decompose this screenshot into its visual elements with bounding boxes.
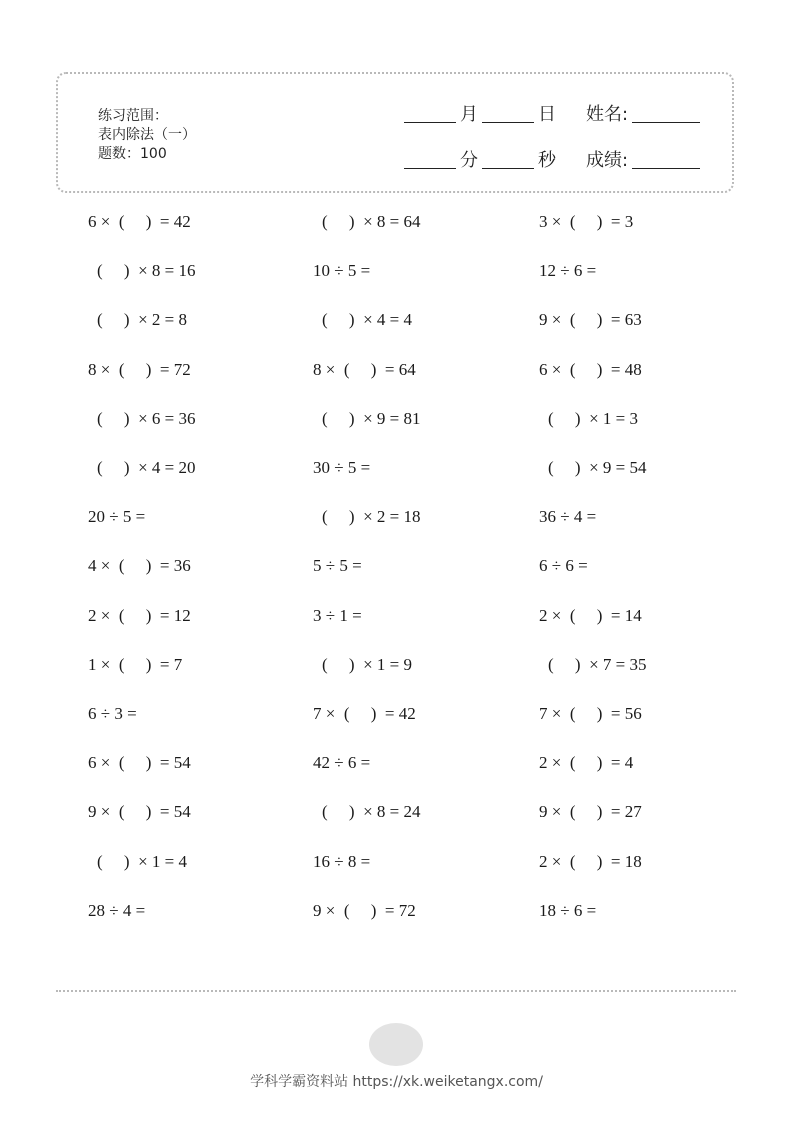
problem-item: 16 ÷ 8 = [313, 851, 371, 871]
problem-item: 8 × ( ) = 64 [313, 359, 416, 379]
problem-item: ( ) × 7 = 35 [548, 654, 647, 674]
problem-item: 30 ÷ 5 = [313, 458, 371, 477]
date-name-row [404, 96, 700, 126]
score-label: 成绩: [586, 150, 629, 171]
minute-blank[interactable] [404, 164, 456, 169]
problem-item: 2 × ( ) = 18 [539, 851, 642, 871]
problem-item: 6 × ( ) = 48 [539, 359, 642, 379]
month-label: 月 [460, 104, 478, 125]
problem-item: 6 ÷ 6 = [539, 556, 588, 576]
problem-item: ( ) × 1 = 4 [97, 851, 187, 871]
problem-item: 6 × ( ) = 54 [88, 753, 191, 773]
problem-item: 3 ÷ 1 = [313, 605, 362, 625]
problem-item: 2 × ( ) = 14 [539, 605, 642, 625]
problem-item: 8 × ( ) = 72 [88, 359, 191, 379]
problem-item: 3 × ( ) = 3 [539, 212, 634, 231]
page-number-oval [369, 1023, 423, 1066]
problem-item: ( ) × 1 = 9 [322, 654, 412, 674]
problem-item: ( ) × 4 = 20 [97, 458, 196, 477]
name-label: 姓名: [586, 104, 629, 125]
problem-item: 36 ÷ 4 = [539, 507, 597, 527]
topic-label: 表内除法（一） [98, 127, 196, 143]
count-label: 题数：100 [98, 146, 167, 162]
month-blank[interactable] [404, 118, 456, 123]
score-blank[interactable] [632, 164, 700, 169]
problem-item: 9 × ( ) = 72 [313, 900, 416, 920]
problem-item: ( ) × 2 = 8 [97, 310, 187, 330]
footer-divider [56, 990, 736, 992]
problem-item: ( ) × 8 = 64 [322, 212, 421, 231]
problem-item: 12 ÷ 6 = [539, 261, 597, 281]
footer-site-text: 学科学霸资料站 https://xk.weiketangx.com/ [250, 1074, 543, 1090]
time-score-row [404, 142, 700, 172]
problem-item: 9 × ( ) = 63 [539, 310, 642, 330]
problem-item: 2 × ( ) = 4 [539, 753, 634, 773]
problem-item: 2 × ( ) = 12 [88, 605, 191, 625]
problem-item: 9 × ( ) = 27 [539, 802, 642, 822]
problem-item: 7 × ( ) = 56 [539, 704, 642, 723]
problem-item: ( ) × 8 = 24 [322, 802, 421, 822]
problem-item: ( ) × 9 = 54 [548, 458, 647, 477]
second-blank[interactable] [482, 164, 534, 169]
problem-item: ( ) × 8 = 16 [97, 261, 196, 281]
second-label: 秒 [538, 150, 556, 171]
name-blank[interactable] [632, 118, 700, 123]
problem-item: ( ) × 9 = 81 [322, 408, 421, 428]
minute-label: 分 [460, 150, 478, 171]
problem-item: 20 ÷ 5 = [88, 507, 146, 527]
problem-item: 6 ÷ 3 = [88, 704, 137, 723]
problem-item: 4 × ( ) = 36 [88, 556, 191, 576]
problem-item: 10 ÷ 5 = [313, 261, 371, 281]
problem-item: 18 ÷ 6 = [539, 900, 597, 920]
problem-item: 28 ÷ 4 = [88, 900, 146, 920]
day-label: 日 [538, 104, 556, 125]
problem-item: ( ) × 4 = 4 [322, 310, 412, 330]
problem-item: 6 × ( ) = 42 [88, 212, 191, 231]
problem-item: ( ) × 2 = 18 [322, 507, 421, 527]
problem-item: ( ) × 1 = 3 [548, 408, 638, 428]
problem-item: 42 ÷ 6 = [313, 753, 371, 773]
day-blank[interactable] [482, 118, 534, 123]
problem-item: 5 ÷ 5 = [313, 556, 362, 576]
problem-item: 9 × ( ) = 54 [88, 802, 191, 822]
range-label: 练习范围： [98, 108, 168, 124]
problem-item: ( ) × 6 = 36 [97, 408, 196, 428]
problem-item: 7 × ( ) = 42 [313, 704, 416, 723]
problem-item: 1 × ( ) = 7 [88, 654, 183, 674]
worksheet-info [98, 107, 196, 164]
header-box [56, 72, 734, 193]
